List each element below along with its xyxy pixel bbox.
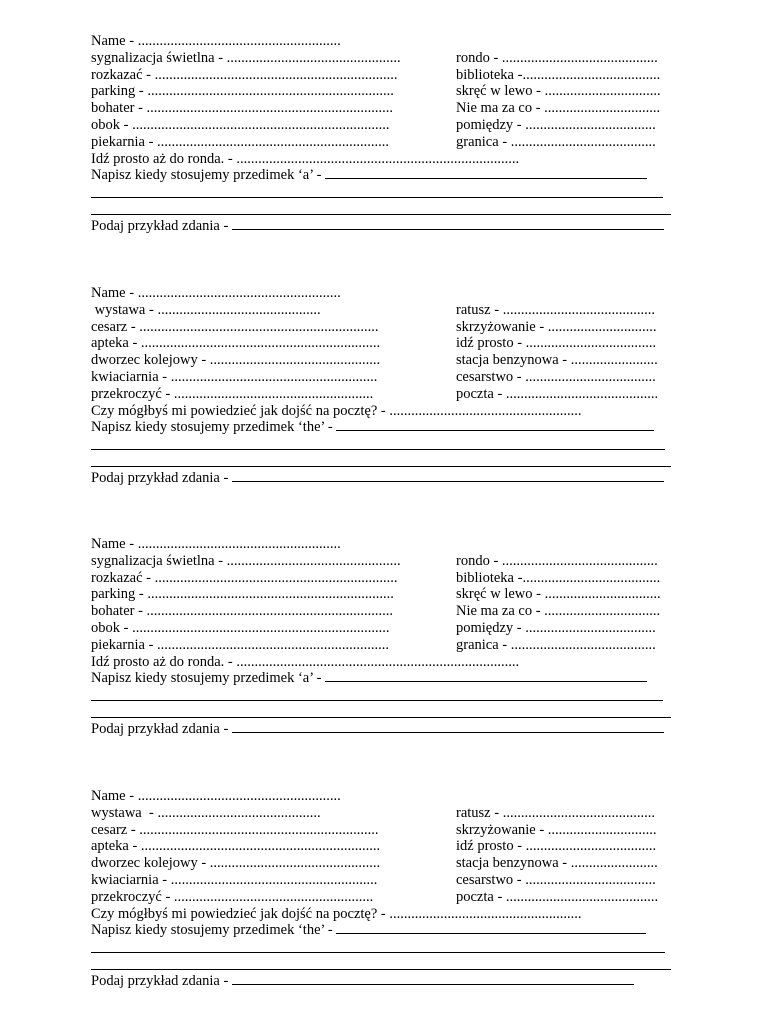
vocab-row — [91, 386, 681, 403]
answer-underline[interactable] — [336, 419, 654, 431]
article-question: Napisz kiedy stosujemy przedimek ‘the’ - — [91, 922, 681, 939]
answer-underline[interactable] — [232, 721, 664, 733]
vocab-left: cesarz - .................................................................. — [91, 318, 379, 335]
article-question: Napisz kiedy stosujemy przedimek ‘a’ - — [91, 670, 681, 687]
vocab-row — [91, 620, 681, 637]
answer-line[interactable] — [91, 687, 681, 704]
vocab-row — [91, 335, 681, 352]
vocab-right: pomiędzy - .................................... — [456, 619, 656, 636]
vocab-left: dworzec kolejowy - ............................................... — [91, 855, 381, 872]
answer-line[interactable] — [91, 436, 681, 453]
vocab-row — [91, 134, 681, 151]
vocab-row — [91, 889, 681, 906]
vocab-left: kwiaciarnia - ......................................................... — [91, 368, 378, 385]
vocab-right: poczta - .......................................... — [456, 888, 659, 905]
name-line[interactable]: Name - ........................................................ — [91, 285, 341, 301]
vocab-right: granica - ........................................ — [456, 133, 656, 150]
answer-underline[interactable] — [232, 973, 634, 985]
vocab-left: wystawa - ............................................. — [91, 804, 321, 821]
vocab-row — [91, 302, 681, 319]
vocab-left: rozkazać - ................................................................... — [91, 66, 398, 83]
vocab-row — [91, 805, 681, 822]
example-line: Podaj przykład zdania - — [91, 721, 681, 738]
vocab-left: sygnalizacja świetlna - ................................................ — [91, 552, 401, 569]
vocab-right: biblioteka -...................................... — [456, 569, 661, 586]
vocab-right: poczta - .......................................... — [456, 385, 659, 402]
name-line[interactable]: Name - ........................................................ — [91, 33, 341, 49]
name-line[interactable]: Name - ........................................................ — [91, 536, 341, 552]
vocab-left: parking - .................................................................... — [91, 83, 394, 100]
vocab-left: apteka - .................................................................. — [91, 335, 381, 352]
vocab-left: bohater - .................................................................... — [91, 100, 394, 117]
sentence-line: Idź prosto aż do ronda. - .............................................................................. — [91, 653, 520, 670]
answer-underline[interactable] — [232, 470, 664, 482]
example-line: Podaj przykład zdania - — [91, 470, 681, 487]
vocab-right: idź prosto - .................................... — [456, 335, 657, 352]
answer-line[interactable] — [91, 704, 681, 721]
vocab-right: cesarstwo - .................................... — [456, 368, 656, 385]
answer-underline[interactable] — [325, 670, 647, 682]
vocab-left: sygnalizacja świetlna - ................................................ — [91, 49, 401, 66]
vocab-right: skręć w lewo - ................................ — [456, 586, 661, 603]
vocab-right: stacja benzynowa - ........................ — [456, 855, 658, 872]
vocab-row — [91, 83, 681, 100]
article-question: Napisz kiedy stosujemy przedimek ‘a’ - — [91, 167, 681, 184]
vocab-row — [91, 855, 681, 872]
vocab-right: ratusz - .......................................... — [456, 301, 655, 318]
vocab-row — [91, 553, 681, 570]
example-line: Podaj przykład zdania - — [91, 973, 681, 990]
answer-underline[interactable] — [325, 167, 647, 179]
vocab-row — [91, 369, 681, 386]
worksheet-block-1 — [91, 33, 681, 235]
vocab-left: przekroczyć - ....................................................... — [91, 385, 374, 402]
vocab-right: Nie ma za co - ................................ — [456, 603, 661, 620]
vocab-right: idź prosto - .................................... — [456, 838, 657, 855]
vocab-left: obok - ....................................................................... — [91, 116, 390, 133]
vocab-row — [91, 67, 681, 84]
vocab-left: cesarz - .................................................................. — [91, 821, 379, 838]
name-line[interactable]: Name - ........................................................ — [91, 788, 341, 804]
vocab-right: cesarstwo - .................................... — [456, 871, 656, 888]
vocab-right: rondo - ........................................... — [456, 552, 658, 569]
vocab-row — [91, 100, 681, 117]
vocab-row — [91, 603, 681, 620]
answer-line[interactable] — [91, 939, 681, 956]
answer-underline[interactable] — [336, 922, 646, 934]
worksheet-block-3 — [91, 536, 681, 738]
vocab-right: skręć w lewo - ................................ — [456, 83, 661, 100]
answer-line[interactable] — [91, 453, 681, 470]
sentence-line: Idź prosto aż do ronda. - .............................................................................. — [91, 150, 520, 167]
answer-line[interactable] — [91, 956, 681, 973]
vocab-row — [91, 838, 681, 855]
example-line: Podaj przykład zdania - — [91, 218, 681, 235]
vocab-row — [91, 117, 681, 134]
vocab-right: ratusz - .......................................... — [456, 804, 655, 821]
vocab-right: Nie ma za co - ................................ — [456, 100, 661, 117]
vocab-row — [91, 872, 681, 889]
vocab-row — [91, 352, 681, 369]
worksheet-block-4 — [91, 788, 681, 990]
vocab-left: bohater - .................................................................... — [91, 603, 394, 620]
vocab-left: piekarnia - ................................................................ — [91, 133, 390, 150]
vocab-right: biblioteka -...................................... — [456, 66, 661, 83]
answer-line[interactable] — [91, 184, 681, 201]
article-question: Napisz kiedy stosujemy przedimek ‘the’ - — [91, 419, 681, 436]
sentence-line: Czy mógłbyś mi powiedzieć jak dojść na pocztę? - ..................................................... — [91, 402, 582, 419]
vocab-row — [91, 822, 681, 839]
vocab-row — [91, 586, 681, 603]
answer-underline[interactable] — [232, 218, 664, 230]
vocab-row — [91, 637, 681, 654]
vocab-row — [91, 319, 681, 336]
answer-line[interactable] — [91, 201, 681, 218]
vocab-left: piekarnia - ................................................................ — [91, 636, 390, 653]
vocab-right: skrzyżowanie - .............................. — [456, 821, 657, 838]
vocab-left: dworzec kolejowy - ............................................... — [91, 352, 381, 369]
vocab-left: obok - ....................................................................... — [91, 619, 390, 636]
vocab-left: rozkazać - ................................................................... — [91, 569, 398, 586]
vocab-left: wystawa - ............................................. — [91, 301, 321, 318]
sentence-line: Czy mógłbyś mi powiedzieć jak dojść na pocztę? - ..................................................... — [91, 905, 582, 922]
vocab-left: przekroczyć - ....................................................... — [91, 888, 374, 905]
vocab-left: kwiaciarnia - ......................................................... — [91, 871, 378, 888]
vocab-left: parking - .................................................................... — [91, 586, 394, 603]
vocab-row — [91, 50, 681, 67]
vocab-left: apteka - .................................................................. — [91, 838, 381, 855]
vocab-right: granica - ........................................ — [456, 636, 656, 653]
vocab-right: pomiędzy - .................................... — [456, 116, 656, 133]
vocab-right: stacja benzynowa - ........................ — [456, 352, 658, 369]
vocab-row — [91, 570, 681, 587]
worksheet-block-2 — [91, 285, 681, 487]
vocab-right: skrzyżowanie - .............................. — [456, 318, 657, 335]
vocab-right: rondo - ........................................... — [456, 49, 658, 66]
